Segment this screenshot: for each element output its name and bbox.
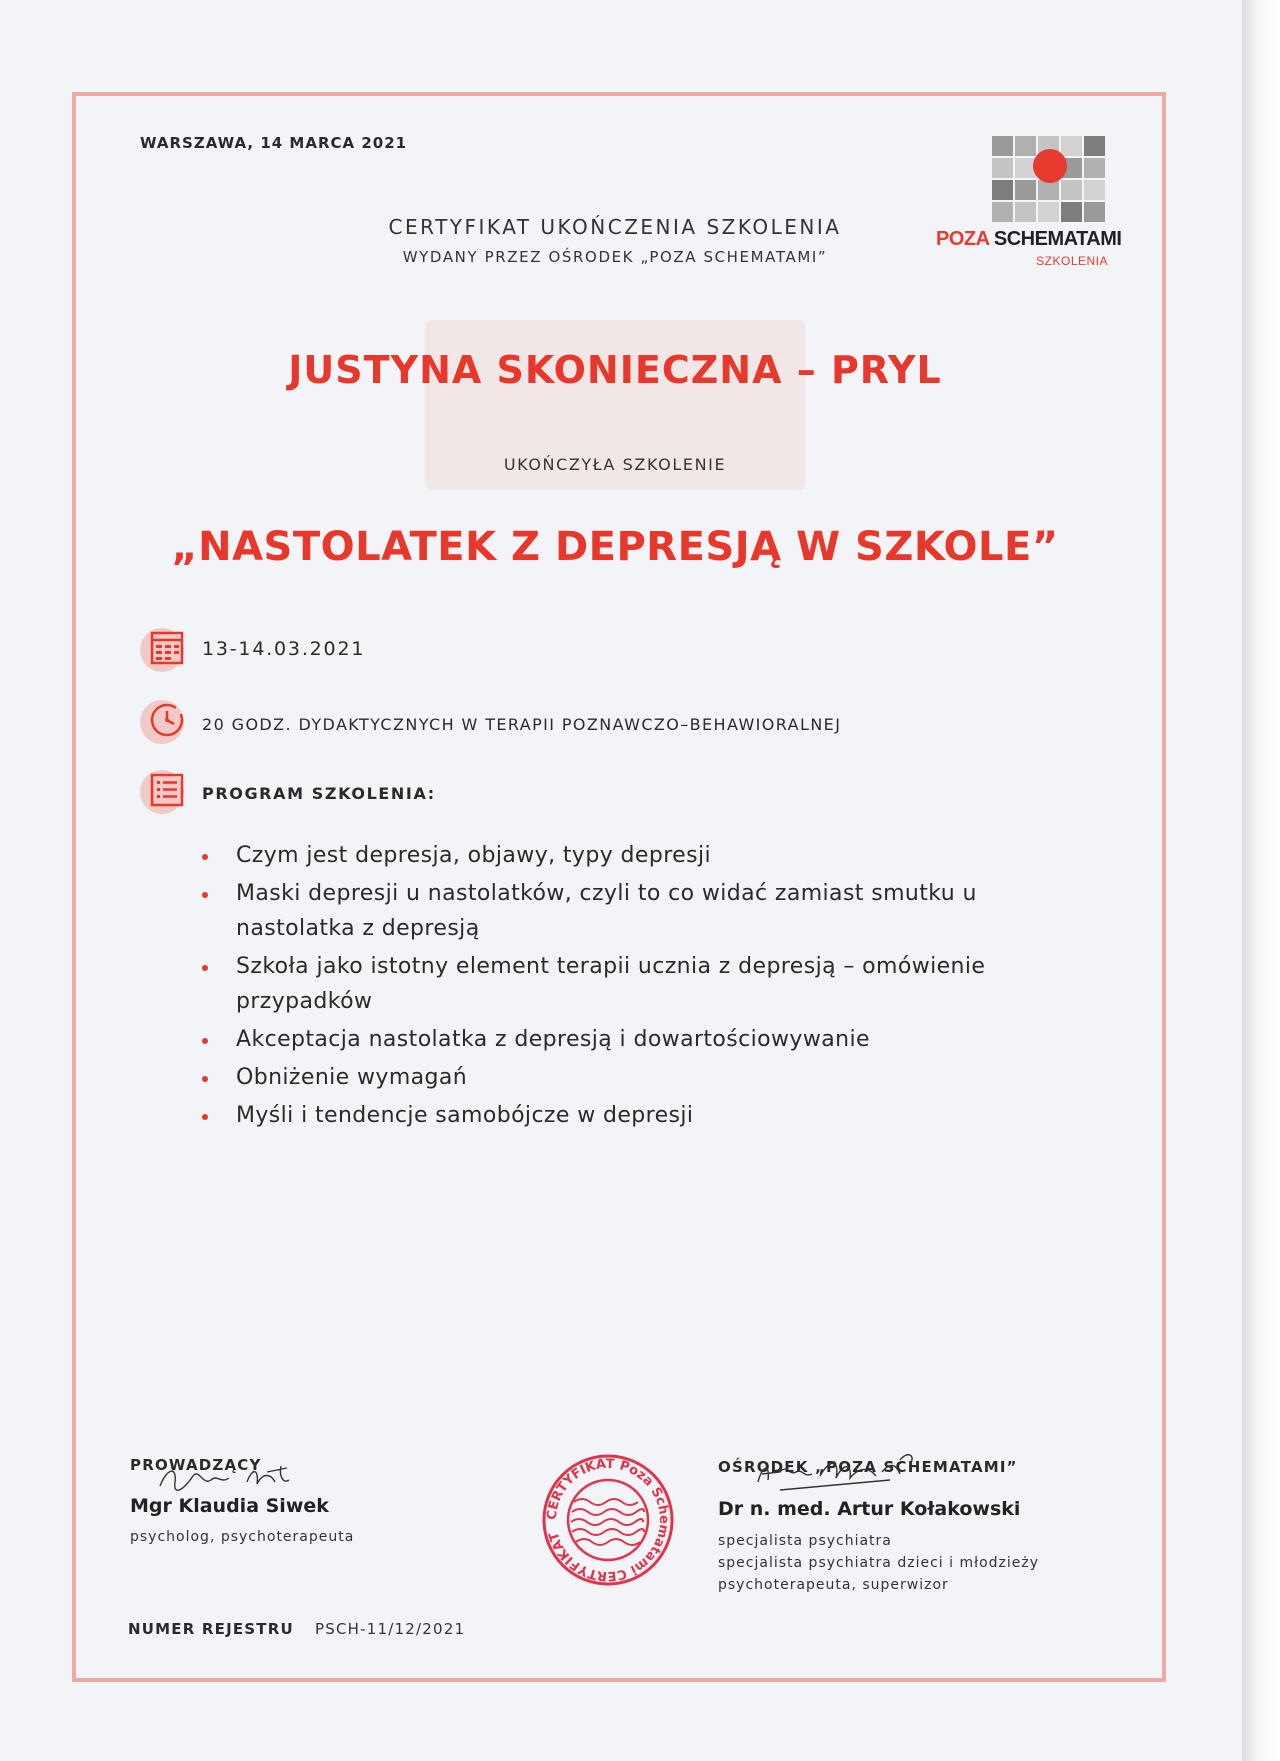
registry-number: PSCH-11/12/2021 — [315, 1620, 466, 1638]
center-role: specjalista psychiatra dzieci i młodzieży — [718, 1555, 1039, 1571]
lead-signature — [155, 1458, 325, 1498]
list-item: Szkoła jako istotny element terapii ucznia z depresją – omówienie przypadków — [200, 949, 1060, 1019]
list-item: Czym jest depresja, objawy, typy depresji — [200, 838, 1060, 873]
logo-subtitle: SZKOLENIA — [1036, 254, 1108, 268]
clock-icon — [140, 698, 190, 748]
poza-schematami-logo — [936, 136, 1136, 276]
logo-wordmark: POZA SCHEMATAMI — [936, 228, 1122, 250]
center-role: specjalista psychiatra — [718, 1533, 892, 1549]
training-hours: 20 GODZ. DYDAKTYCZNYCH W TERAPII POZNAWCZO–BEHAWIORALNEJ — [202, 715, 842, 734]
scan-edge — [1242, 0, 1280, 1761]
list-icon — [140, 768, 190, 818]
list-item: Maski depresji u nastolatków, czyli to co widać zamiast smutku u nastolatka z depresją — [200, 876, 1060, 946]
lead-role: psycholog, psychoterapeuta — [130, 1529, 355, 1545]
center-label: OŚRODEK „POZA SCHEMATAMI” — [718, 1458, 1018, 1476]
list-item: Myśli i tendencje samobójcze w depresji — [200, 1098, 1060, 1133]
center-director-name: Dr n. med. Artur Kołakowski — [718, 1498, 1021, 1520]
place-date: WARSZAWA, 14 MARCA 2021 — [140, 134, 408, 152]
list-item: Akceptacja nastolatka z depresją i dowartościowywanie — [200, 1022, 1060, 1057]
registry-label: NUMER REJESTRU — [128, 1620, 294, 1638]
completed-label: UKOŃCZYŁA SZKOLENIE — [503, 455, 727, 474]
calendar-icon — [140, 626, 190, 676]
course-title: „NASTOLATEK Z DEPRESJĄ W SZKOLE” — [171, 524, 1059, 570]
center-role: psychoterapeuta, superwizor — [718, 1577, 949, 1593]
svg-text:CERTYFIKAT Poza Schematami CER: CERTYFIKAT Poza Schematami CERTYFIKAT — [544, 1456, 672, 1584]
logo-grid-icon — [992, 136, 1107, 226]
certificate-title: CERTYFIKAT UKOŃCZENIA SZKOLENIA — [388, 215, 842, 239]
lead-name: Mgr Klaudia Siwek — [130, 1495, 329, 1517]
recipient-name: JUSTYNA SKONIECZNA – PRYL — [288, 348, 942, 392]
lead-label: PROWADZĄCY — [130, 1456, 262, 1474]
training-dates: 13-14.03.2021 — [202, 638, 366, 660]
topic-list — [200, 838, 1060, 1136]
certificate-subtitle: WYDANY PRZEZ OŚRODEK „POZA SCHEMATAMI” — [402, 248, 828, 266]
certificate-stamp — [538, 1450, 678, 1590]
program-label: PROGRAM SZKOLENIA: — [202, 784, 436, 803]
list-item: Obniżenie wymagań — [200, 1060, 1060, 1095]
center-signature — [740, 1442, 940, 1498]
